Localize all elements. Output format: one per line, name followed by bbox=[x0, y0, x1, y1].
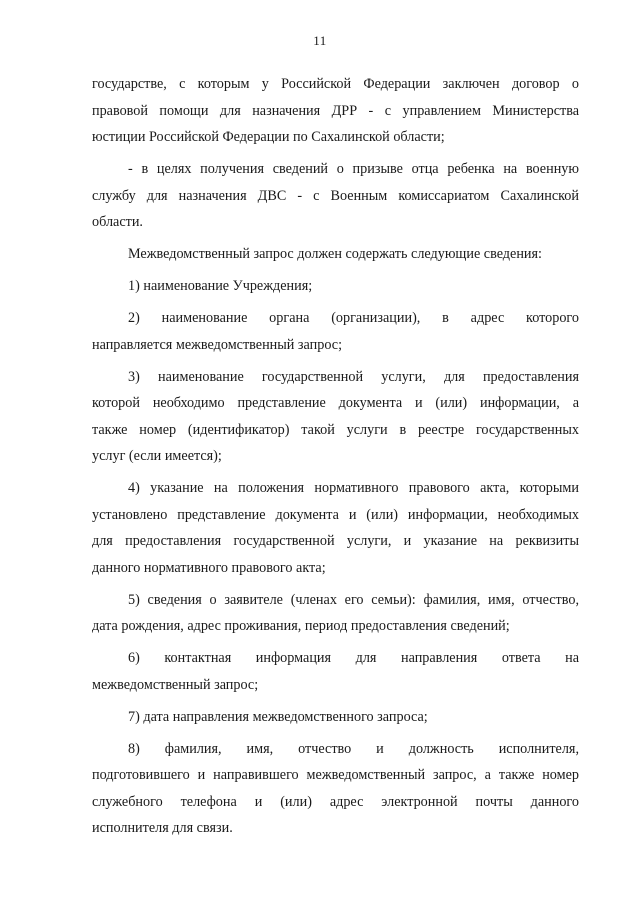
paragraph bbox=[92, 704, 579, 731]
paragraph bbox=[92, 736, 579, 842]
text-line: 7) дата направления межведомственного запроса; bbox=[128, 708, 428, 725]
text-line: 3) наименование государственной услуги, для предоставления bbox=[128, 368, 579, 385]
paragraph bbox=[92, 241, 579, 268]
text-line: направляется межведомственный запрос; bbox=[92, 336, 343, 353]
paragraph bbox=[92, 587, 579, 640]
paragraph bbox=[92, 364, 579, 470]
paragraph bbox=[92, 156, 579, 236]
text-line: 5) сведения о заявителе (членах его семьи): фамилия, имя, отчество, bbox=[128, 591, 579, 608]
page-number: 11 bbox=[313, 33, 327, 48]
text-line: межведомственный запрос; bbox=[92, 676, 259, 693]
paragraph bbox=[92, 305, 579, 358]
text-line: правовой помощи для назначения ДРР - с управлением Министерства bbox=[92, 102, 579, 119]
text-line: 2) наименование органа (организации), в адрес которого bbox=[128, 310, 579, 326]
text-line: для предоставления государственной услуги, и указание на реквизиты bbox=[92, 533, 579, 549]
document-body bbox=[92, 71, 579, 847]
text-line: Межведомственный запрос должен содержать следующие сведения: bbox=[128, 246, 542, 262]
text-line: 8) фамилия, имя, отчество и должность исполнителя, bbox=[128, 740, 579, 757]
text-line: 1) наименование Учреждения; bbox=[128, 278, 313, 294]
text-line: - в целях получения сведений о призыве отца ребенка на военную bbox=[128, 161, 579, 177]
text-line: 6) контактная информация для направления ответа на bbox=[128, 650, 579, 666]
text-line: государстве, с которым у Российской Федерации заключен договор о bbox=[92, 76, 579, 92]
text-line: юстиции Российской Федерации по Сахалинской области; bbox=[92, 129, 445, 145]
text-line: услуг (если имеется); bbox=[92, 448, 222, 464]
text-line: установлено представление документа и (или) информации, необходимых bbox=[92, 506, 579, 523]
text-line: подготовившего и направившего межведомственный запрос, а также номер bbox=[92, 767, 579, 783]
text-line: данного нормативного правового акта; bbox=[92, 559, 326, 576]
text-line: службу для назначения ДВС - с Военным комиссариатом Сахалинской bbox=[92, 187, 579, 204]
text-line: которой необходимо представление документа и (или) информации, а bbox=[92, 395, 579, 411]
text-line: дата рождения, адрес проживания, период предоставления сведений; bbox=[92, 618, 510, 634]
text-line: исполнителя для связи. bbox=[92, 820, 233, 836]
paragraph bbox=[92, 645, 579, 698]
text-line: 4) указание на положения нормативного правового акта, которыми bbox=[128, 480, 579, 496]
paragraph bbox=[92, 273, 579, 300]
text-line: области. bbox=[92, 214, 143, 230]
paragraph bbox=[92, 475, 579, 581]
text-line: служебного телефона и (или) адрес электронной почты данного bbox=[92, 793, 579, 810]
text-line: также номер (идентификатор) такой услуги в реестре государственных bbox=[92, 421, 579, 438]
paragraph bbox=[92, 71, 579, 151]
